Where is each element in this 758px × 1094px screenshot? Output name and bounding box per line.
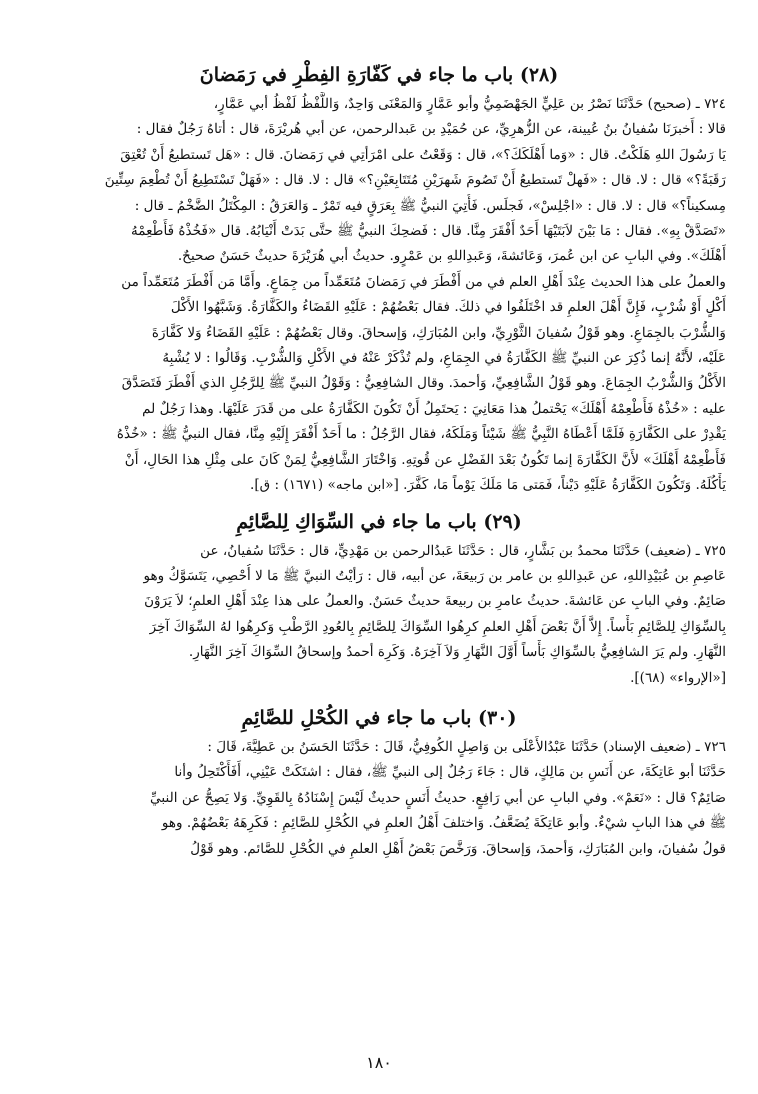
text-line: صَائِمٌ. وفي البابِ عن عَائشةَ. حديثُ عامرِ بن ربيعةَ حديثٌ حَسَنٌ. والعملُ على هذا عِنْدَ أَهْلِ العلمِ؛ لاَ يَرَوْنَ: [144, 593, 726, 610]
text-line: أَهْلَكَ». وفي البابِ عن ابن عُمرَ، وَعَائشةَ، وَعَبدِاللهِ بن عَمْرٍو. حديثُ أبي هُرَيْرَةَ حديثٌ حَسَنٌ صحيحٌ.: [177, 248, 726, 265]
text-line: عَاصِمِ بن عُبَيْدِاللهِ، عن عَبدِاللهِ بن عامر بن رَبيعَةَ، عن أبيه، قال : رَأيْتُ النبيَّ ﷺ مَا لا أُحْصِي، يَتَسَوَّكُ وهو: [143, 567, 726, 584]
text-line: والعملُ على هذا الحديث عِنْدَ أَهْلِ العلم في من أَفْطَرَ في رَمَضانَ مُتَعَمِّداً من جِمَاعٍ. وأَمَّا مَن أَفْطَرَ مُتَعَمِّداً من: [121, 273, 726, 290]
text-line: يَقْدِرْ على الكَفَّارَةِ فَلَمَّا أَعْطَاهُ النَّبِيُّ ﷺ شَيْئاً وَمَلَكَهُ، فقال الرَّجُلُ : ما أَحَدٌ أَفْقَرَ إِلَيْهِ مِنَّا، فقال النبيُّ ﷺ : «خُذْهُ: [116, 426, 726, 443]
text-line: عَلَيْه، لأَنَّهُ إنما ذُكِرَ عن النبيِّ ﷺ الكَفَّارَةُ في الجِمَاعِ، ولم تُذْكَرْ عَنْهُ في الأَكْلِ وَالشُّرْبِ. وَقَالُوا : لا يُشْبِهُ: [162, 350, 726, 367]
text-line: ٧٢٦ ـ (ضعيف الإسناد) حَدَّثَنَا عَبْدُالأَعْلَى بن وَاصِلٍ الكُوفِيُّ، قَالَ : حَدَّثَنَا الحَسَنُ بن عَطِيَّةَ، قَالَ :: [207, 738, 726, 755]
document-page: [32, 62, 726, 1054]
text-line: ٧٢٥ ـ (ضعيف) حَدَّثَنَا محمدُ بن بَشَّارٍ، قال : حَدَّثَنَا عَبدُالرحمن بن مَهْدِيٍّ، قال : حَدَّثَنَا سُفيانُ، عن: [200, 542, 726, 559]
text-line: صَائِمٌ؟ قال : «نَعَمْ». وفي البابِ عن أبي رَافِعٍ. حديثُ أَنَسٍ حديثٌ لَيْسَ إِسْنَادُهُ بِالقَوِيِّ. وَلا يَصِحُّ عن النبيِّ: [150, 789, 726, 806]
chapter-title-30: (٣٠) باب ما جاء في الكُحْلِ للصَّائِمِ: [241, 706, 517, 729]
hadith-724-text: [32, 92, 726, 499]
text-line: بِالسِّوَاكِ لِلصَّائِمِ بَأْساً. إِلاَّ أَنَّ بَعْضَ أَهْلِ العلمِ كرِهُوا السِّوَاكَ لِلصَّائِمِ بِالعُودِ الرَّطْبِ وَكرِهُوا لهُ السِّوَاكَ آخِرَ: [149, 618, 726, 635]
text-line: النَّهَارِ. ولم يَرَ الشافِعِيُّ بالسِّوَاكِ بَأْساً أَوَّلَ النَّهَارِ وَلاَ آخِرَهُ. وَكَرِهَ أحمدُ وإسحاقُ السِّوَاكَ آخِرَ النَّهَارِ.: [188, 644, 726, 661]
hadith-725-text: [32, 539, 726, 691]
page-number: ١٨٠: [366, 1053, 392, 1072]
text-line: حَدَّثَنَا أبو عَاتِكَةَ، عن أَنَسِ بن مَالِكٍ، قال : جَاءَ رَجُلٌ إلى النبيِّ ﷺ، فقال : اشتَكَتْ عَيْنِي، أَفَأَكْتَحِلُ وأنا: [174, 764, 726, 781]
text-line: أَكْلٍ أَوْ شُرْبٍ، فَإِنَّ أَهْلَ العلمِ قد اخْتَلَفُوا في ذلكَ. فقال بَعْضُهُمْ : عَلَيْهِ القَضَاءُ والكَفَّارَةُ. وَشَبَّهُوا الأَكْلَ: [170, 299, 726, 316]
text-line: قالا : أَخبرَنَا سُفيانُ بنُ عُيينة، عن الزُّهرِيِّ، عن حُمَيْدِ بن عَبدالرحمن، عن أبي هُريْرَةَ، قال : أتاهُ رَجُلٌ فقال :: [136, 121, 726, 138]
chapter-title-29: (٢٩) باب ما جاء في السِّوَاكِ لِلصَّائِمِ: [236, 510, 522, 533]
text-line: عليه : «خُذْهُ فَأَطْعِمْهُ أَهْلَكَ» يَحْتملُ هذا مَعَانِيَ : يَحتَمِلُ أَنْ تَكُونَ الكَفَّارَةُ على من قَدَرَ عَلَيْهَا. وهذا رَجُلٌ لم: [142, 400, 726, 417]
text-line: يَا رَسُولَ اللهِ هَلَكْتُ. قال : «وَما أَهْلَكَكَ؟»، قال : وَقَعْتُ على امْرَأتِي في رَمَضانَ. قال : «هَل تَستطيعُ أَنْ تُعْتِقَ: [120, 146, 726, 163]
text-line: مِسكيناً؟» قال : لا. قال : «اجْلِسْ»، فَجلَس. فَأُتِيَ النبيُّ ﷺ بِعَرَقٍ فيه تَمْرٌ ـ وَالعَرَقُ : المِكْتَلُ الضَّخْمُ ـ قال :: [134, 197, 726, 214]
text-line: فَأَطْعِمْهُ أَهْلَكَ» لأَنَّ الكَفَّارَةَ إنما تَكُونُ بَعْدَ الفَضْلِ عن قُوتِهِ. وَاخْتَارَ الشَّافِعِيُّ لِمَنْ كَانَ على مِثْلِ هذا الحَالِ، أَنْ: [124, 451, 726, 468]
text-line: ٧٢٤ ـ (صحيح) حَدَّثَنَا نَصْرُ بن عَلِيٍّ الجَهْضَمِيُّ وأبو عَمَّارٍ وَالمَعْنَى وَاحِدٌ، وَاللَّفْظُ لَفْظُ أبي عَمَّارٍ،: [213, 96, 726, 112]
hadith-726-text: [32, 735, 726, 862]
text-line: «تَصَدَّقْ بِهِ». فقال : مَا بَيْنَ لاَبَتَيْهَا أَحَدٌ أَفْقَرَ مِنَّا. قال : فَضحِكَ النبيُّ ﷺ حتَّى بَدَتْ أَنْيَابُهُ. قال «فَخُذْهُ فَأَطْعِمْهُ: [130, 223, 726, 240]
text-line: [«الإرواء» (٦٨)].: [630, 669, 726, 686]
text-line: قولُ سُفيانَ، وابن المُبَارَكِ، وَأحمدَ، وَإسحاقَ. وَرَخَّصَ بَعْضُ أَهْلِ العلمِ في الكُحْلِ للصَّائم. وهو قَوْلُ: [190, 840, 726, 857]
text-line: رَقَبَةً؟» قال : لا. قال : «فَهلْ تَستطيعُ أَنْ تَصُومَ شَهرَيْنِ مُتَتَابِعَيْنِ؟» قال : لا. قال : «فَهَلْ تَسْتَطِيعُ أَنْ تُطْعِمَ سِتِّينَ: [104, 172, 726, 189]
text-line: الأَكْلُ وَالشُّرْبُ الجِمَاعَ. وهو قَوْلُ الشَّافِعِيِّ، وَأحمدَ. وقال الشافِعِيُّ : وَقَوْلُ النبيِّ ﷺ لِلرَّجُلِ الذي أَفْطَرَ فَتَصَدَّقَ: [121, 375, 726, 392]
text-line: وَالشُّرْبَ بالجِمَاعِ. وهو قَوْلُ سُفيانَ الثَّوْرِيِّ، وابن المُبَارَكِ، وَإسحاقَ. وقال بَعْضُهُمْ : عَلَيْهِ القَضَاءُ وَلا كَفَّارَةَ: [151, 324, 726, 341]
text-line: يَأْكُلَهُ. وَتَكُونَ الكَفَّارَةُ عَلَيْهِ دَيْناً، فَمَتى مَا مَلَكَ يَوْماً مَا، كَفَّرَ. [«ابن ماجه» (١٦٧١) : ق].: [250, 477, 726, 494]
text-line: ﷺ في هذا البابِ شيْءٌ. وأبو عَاتِكَةَ يُضَعَّفُ. وَاختلفَ أَهْلُ العلمِ في الكُحْلِ للصَّائِمِ : فَكَرِهَهُ بَعْضُهُمْ. وهو: [161, 815, 726, 832]
chapter-title-28: (٢٨) باب ما جاء في كَفّارَةِ الفِطْرِ في رَمَضانَ: [199, 64, 559, 86]
